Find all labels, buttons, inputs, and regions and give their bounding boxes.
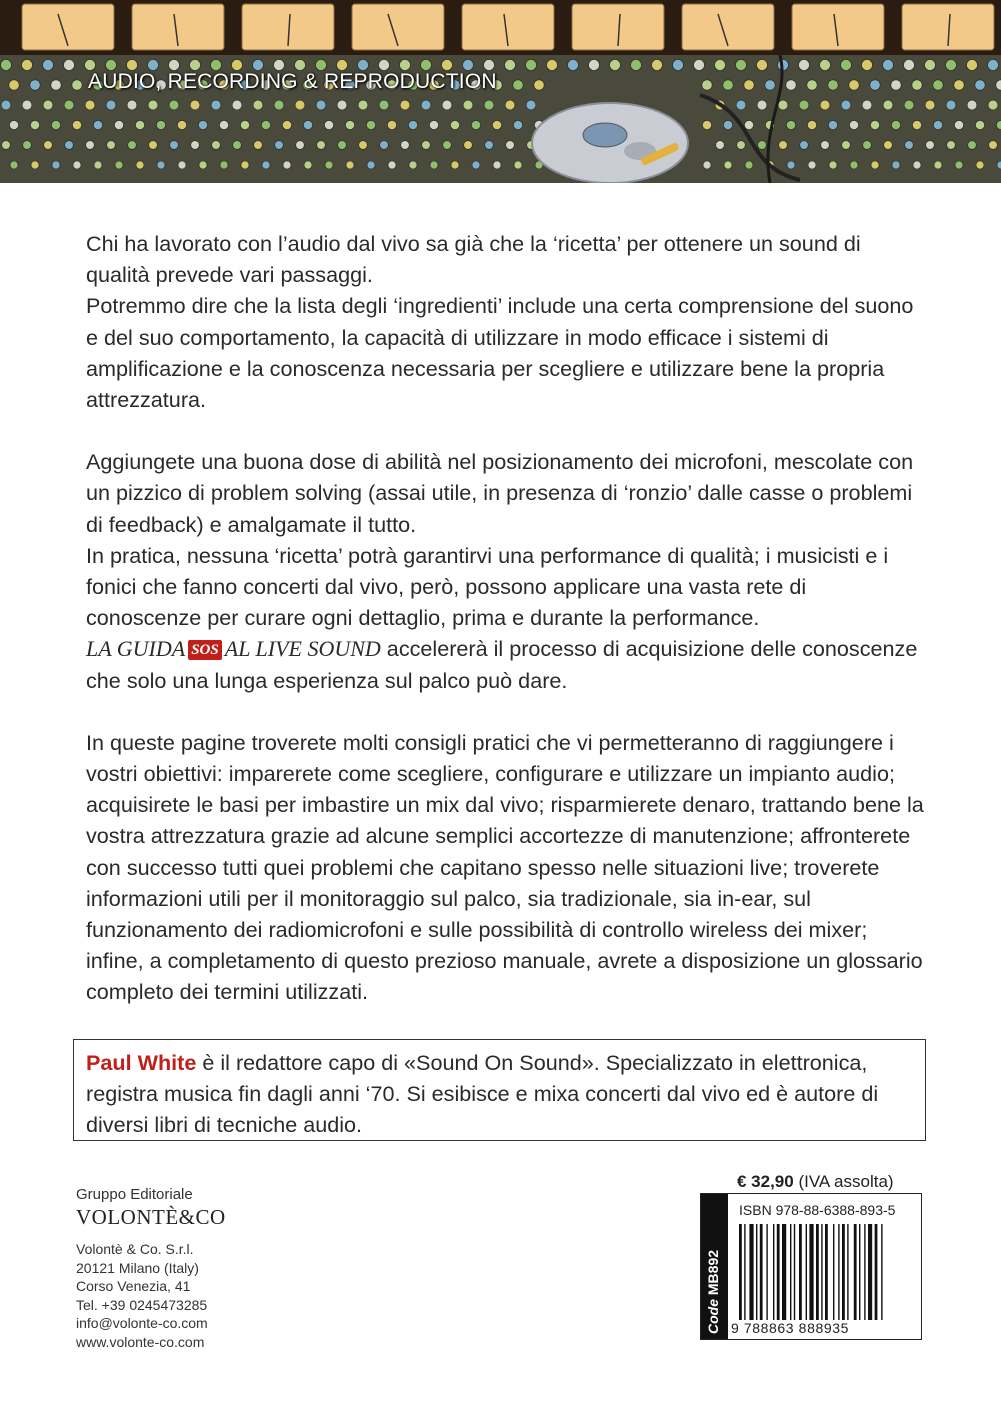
publisher-phone: Tel. +39 0245473285 [76, 1296, 208, 1313]
publisher-address: 20121 Milano (Italy) [76, 1259, 199, 1276]
publisher-address: Corso Venezia, 41 [76, 1278, 191, 1294]
paragraph-book-title [86, 633, 926, 695]
ean-number: 9 788863 888935 [731, 1320, 849, 1336]
product-code-value: MB892 [705, 1249, 721, 1296]
author-name: Paul White [86, 1050, 197, 1075]
series-title: AUDIO, RECORDING & REPRODUCTION [88, 70, 497, 93]
paragraph: Potremmo dire che la lista degli ‘ingredienti’ include una certa comprensione del suono e del suo comportamento, la capacità di utilizzare in modo efficace i sistemi di amplificazione e la conoscenza necessaria per scegliere e utilizzare bene la propria attrezzatura. [86, 293, 914, 413]
price-amount: € 32,90 [737, 1172, 794, 1191]
publisher-email: info@volonte-co.com [76, 1315, 208, 1331]
book-title-part: LA GUIDA [86, 636, 186, 662]
publisher-logo: VOLONTÈ&CO [76, 1204, 226, 1229]
paragraph-text: accelererà il processo di acquisizione delle conoscenze che solo una lunga esperienza sul palco può dare. [86, 636, 918, 693]
publisher-info [76, 1186, 226, 1351]
publisher-website: www.volonte-co.com [76, 1333, 205, 1350]
paragraph: Chi ha lavorato con l’audio dal vivo sa già che la ‘ricetta’ per ottenere un sound di qualità prevede vari passaggi. [86, 231, 861, 288]
barcode-image [739, 1224, 911, 1322]
barcode-box [700, 1193, 922, 1340]
publisher-company: Volontè & Co. S.r.l. [76, 1241, 194, 1257]
paragraph: Aggiungete una buona dose di abilità nel posizionamento dei microfoni, mescolate con un pizzico di problem solving (assai utile, in presenza di ‘ronzio’ dalle casse o problemi di feedback) e amalgamate il tutto. [86, 449, 914, 537]
book-title-part: AL LIVE SOUND [224, 636, 381, 662]
paragraph: In queste pagine troverete molti consigli pratici che vi permetteranno di raggiungere i vostri obiettivi: imparerete come scegliere, configurare e utilizzare un impianto audio; acquisirete le basi per imbastire un mix dal vivo; risparmierete denaro, trattando bene la vostra attrezzatura grazie ad alcune semplici accortezze di manutenzione; affronterete con successo tutti quei problemi che capitano spesso nelle situazioni live; troverete informazioni utili per il monitoraggio sul palco, sia tradizionale, sia in-ear, sul funzionamento dei radiomicrofoni e sulle possibilità di controllo wireless dei mixer; infine, a completamento di questo prezioso manuale, avrete a disposizione un glossario completo dei termini utilizzati. [86, 729, 924, 1005]
paragraph: In pratica, nessuna ‘ricetta’ potrà garantirvi una performance di qualità; i musicisti e i fonici che fanno concerti dal vivo, però, possono applicare una vasta rete di conoscenze per curare ogni dettaglio, prima e durante la performance. [86, 542, 889, 631]
price-label [737, 1172, 894, 1192]
vu-meters-image [0, 0, 1001, 60]
author-box [73, 1039, 926, 1141]
header-photo [0, 0, 1001, 183]
publisher-group: Gruppo Editoriale [76, 1186, 193, 1203]
product-code-strip [701, 1194, 728, 1339]
product-code-label: Code [705, 1299, 721, 1334]
back-cover-description [86, 228, 926, 1039]
isbn: ISBN 978-88-6388-893-5 [739, 1202, 896, 1218]
price-note: (IVA assolta) [793, 1172, 894, 1191]
sos-logo: SOS [188, 640, 222, 660]
author-bio: è il redattore capo di «Sound On Sound». Specializzato in elettronica, registra musica fin dagli anni ‘70. Si esibisce e mixa concerti dal vivo ed è autore di diversi libri di tecniche audio. [86, 1050, 879, 1137]
product-code [705, 1250, 721, 1334]
